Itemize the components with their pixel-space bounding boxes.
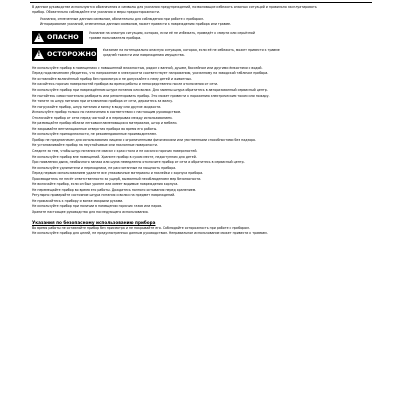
- note-line: Игнорирование указаний, отмеченных данным символом, может привести к повреждению прибора или травме.: [40, 22, 231, 27]
- danger-line: травме пользователя прибора.: [89, 35, 142, 40]
- instruction-line: Не используйте прибор вне помещений. Храните прибор в сухом месте, недоступном для детей.: [32, 154, 197, 159]
- instruction-line: Не используйте принадлежности, не рекомендованные производителем.: [32, 132, 157, 137]
- warning-triangle-icon: [34, 33, 44, 42]
- instruction-line: Не тяните за шнур питания при отключении прибора от сети, держитесь за вилку.: [32, 99, 174, 104]
- intro-line: В данном руководстве используются обозначения и символы для указания предупреждений, позволяющие избежать опасных ситуаций и правильно эксплуатировать: [32, 5, 317, 9]
- instruction-line: Не используйте удлинители и переходники, не рассчитанные на мощность прибора.: [32, 165, 177, 170]
- danger-line: Указание на опасную ситуацию, которая, если её не избежать, приведёт к смерти или серьёзной: [89, 30, 255, 35]
- instruction-line: Не используйте прибор при наличии в помещении горючих газов или паров.: [32, 204, 163, 209]
- instruction-line: Отключайте прибор от сети перед чисткой и в перерывах между использованием.: [32, 115, 173, 120]
- danger-label: ОПАСНО: [47, 33, 79, 42]
- warning-triangle-icon: [34, 50, 44, 59]
- instruction-line: При появлении дыма, необычного запаха или шума немедленно отключите прибор от сети и обратитесь в сервисный центр.: [32, 160, 245, 165]
- caution-label: ОСТОРОЖНО: [47, 50, 97, 59]
- caution-description: [103, 48, 372, 57]
- intro-text: [32, 5, 372, 14]
- instruction-line: Не касайтесь горячих поверхностей прибора во время работы и непосредственно после отключения от сети.: [32, 82, 219, 87]
- instruction-line: Регулярно проверяйте состояние шнура питания и вилки на предмет повреждений.: [32, 193, 176, 198]
- caution-line: Указание на потенциально опасную ситуацию, которая, если её не избежать, может привести к травме: [102, 47, 280, 52]
- note-line: Указания, отмеченные данным символом, обязательны для соблюдения при работе с прибором.: [40, 17, 204, 22]
- instruction-line: Не закрывайте вентиляционные отверстия прибора во время его работы.: [32, 126, 158, 131]
- instruction-line: Не устанавливайте прибор на неустойчивые или наклонные поверхности.: [32, 143, 158, 148]
- instruction-line: Храните настоящее руководство для последующего использования.: [32, 210, 149, 215]
- header-rule: [30, 0, 372, 3]
- danger-description: [89, 31, 372, 40]
- danger-notice: [30, 31, 372, 44]
- manual-page: [30, 0, 372, 400]
- safety-instructions: [32, 66, 372, 216]
- instruction-line: Не используйте прибор в помещениях с повышенной влажностью, рядом с ванной, душем, бассейном или другими ёмкостями с водой.: [32, 65, 263, 70]
- intro-line: прибор. Обязательно соблюдайте эти указания и меры предосторожности.: [32, 9, 160, 14]
- section-text: [32, 226, 372, 236]
- instruction-line: Не размещайте прибор вблизи легковоспламеняющихся материалов, штор и мебели.: [32, 121, 178, 126]
- section-title: Указания по безопасному использованию прибора: [32, 219, 156, 225]
- instruction-line: Не прикасайтесь к прибору и вилке мокрыми руками.: [32, 198, 124, 203]
- instruction-line: Не включайте прибор, если он был уронен или имеет видимые повреждения корпуса.: [32, 182, 179, 187]
- instruction-line: Следите за тем, чтобы шнур питания не свисал с края стола и не касался горячих поверхностей.: [32, 149, 198, 154]
- instruction-line: Прибор не предназначен для использования лицами с ограниченными физическими или умственными способностями без надзора.: [32, 137, 257, 142]
- caution-badge: [32, 48, 97, 61]
- caution-notice: [30, 48, 372, 61]
- danger-badge: [32, 31, 83, 44]
- section-line: Во время работы не оставляйте прибор без присмотра и не накрывайте его. Соблюдайте осторожность при работе с прибором.: [32, 225, 250, 230]
- instruction-line: Не используйте прибор при повреждённом шнуре питания или вилке. Для замены шнура обратитесь в авторизованный сервисный центр.: [32, 88, 268, 92]
- instruction-line: Не оставляйте включённый прибор без присмотра и не допускайте к нему детей и животных.: [32, 76, 193, 81]
- instruction-line: Производитель не несёт ответственности за ущерб, вызванный несоблюдением мер безопасности.: [32, 176, 202, 181]
- instruction-line: Используйте прибор только по назначению в соответствии с настоящим руководством.: [32, 110, 182, 115]
- instruction-line: Перед подключением убедитесь, что напряжение в электросети соответствует напряжению, указанному на заводской табличке прибора.: [32, 71, 269, 76]
- instruction-line: Не пытайтесь самостоятельно разбирать или ремонтировать прибор. Это может привести к поражению электрическим током или пожару.: [32, 93, 270, 98]
- symbol-notes: [40, 17, 372, 26]
- instruction-line: Перед первым использованием удалите все упаковочные материалы и наклейки с корпуса прибора.: [32, 171, 204, 176]
- instruction-line: Не погружайте прибор, шнур питания и вилку в воду или другие жидкости.: [32, 104, 162, 109]
- section-line: Не используйте прибор для целей, не предусмотренных данным руководством. Неправильное использование может привести к травмам.: [32, 230, 268, 235]
- caution-line: средней тяжести или повреждению имущества.: [102, 52, 185, 57]
- instruction-line: Не перемещайте прибор во время его работы. Дождитесь полного остывания перед хранением.: [32, 187, 197, 192]
